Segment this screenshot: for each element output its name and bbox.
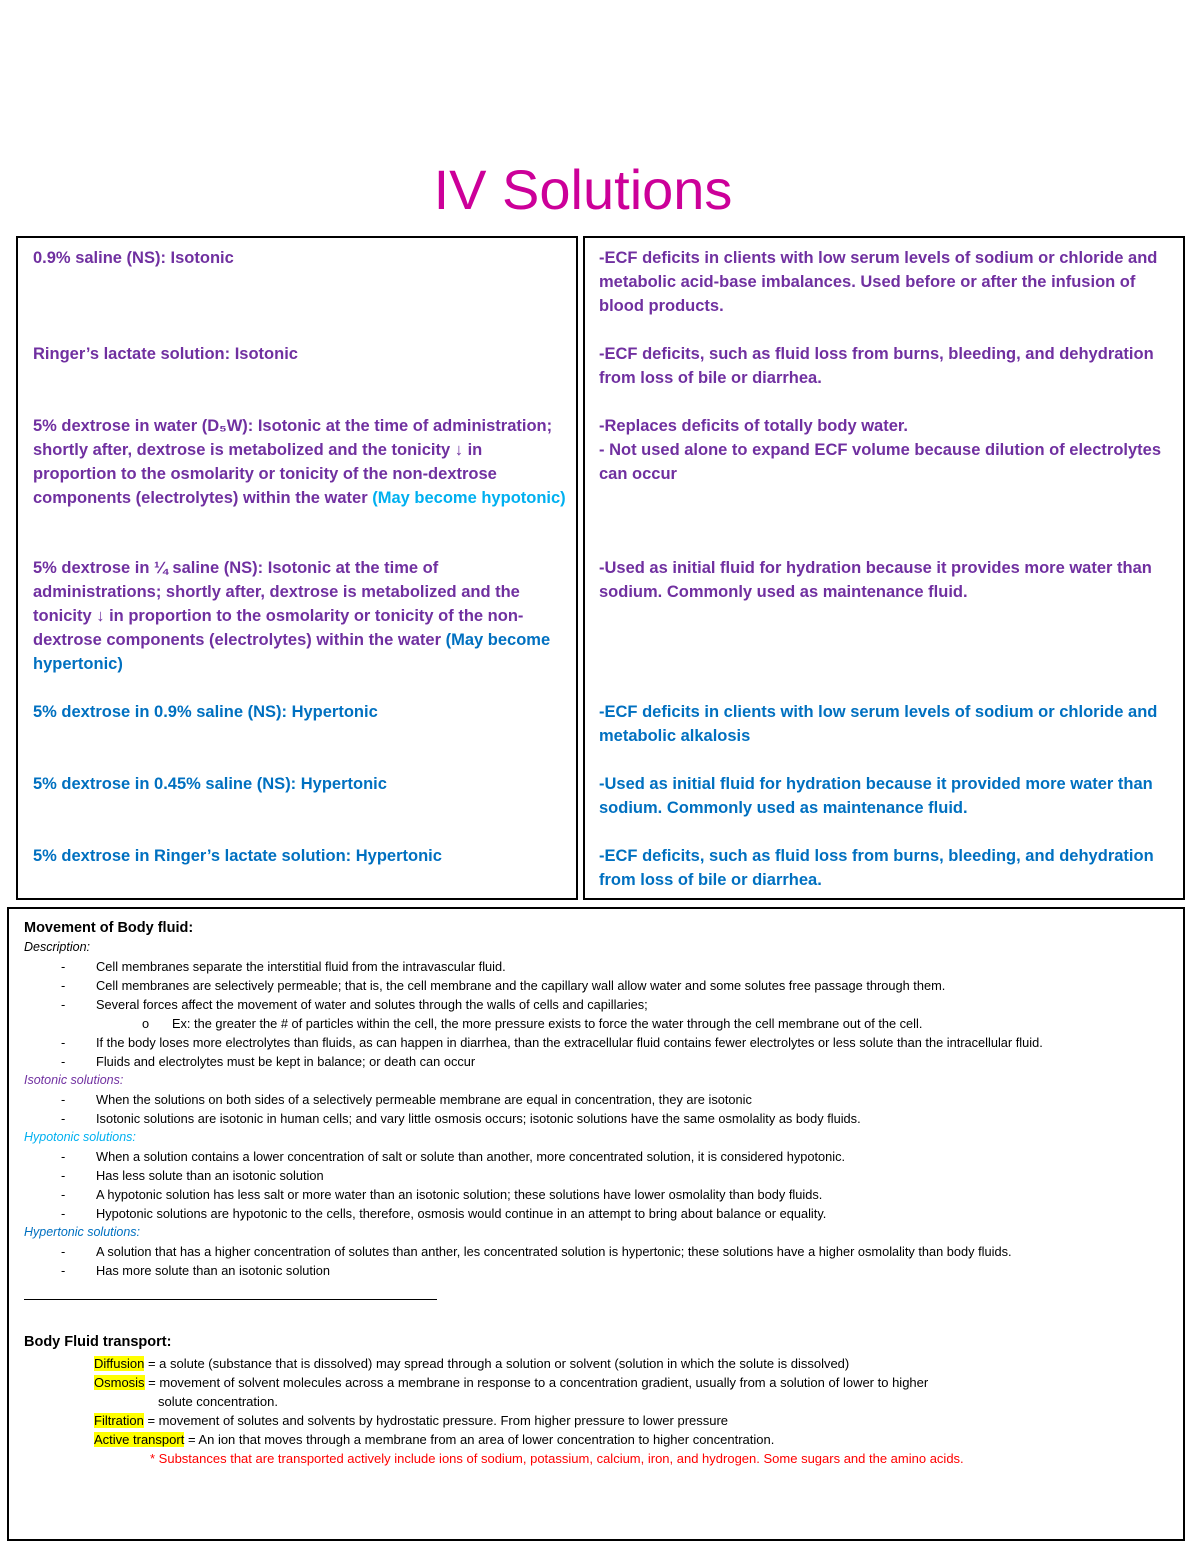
list-item: Diffusion = a solute (substance that is dissolved) may spread through a solution or solvent (solution in which the solute is dissolved) (94, 1356, 850, 1371)
list-item: - Cell membranes separate the interstitial fluid from the intravascular fluid. (61, 959, 506, 974)
isotonic-list (24, 1090, 1174, 1128)
solution-name: 5% dextrose in Ringer’s lactate solution: Hypertonic (33, 847, 442, 865)
solution-use: -ECF deficits in clients with low serum levels of sodium or chloride and metabolic alkalosis (599, 703, 1158, 745)
list-item: - Isotonic solutions are isotonic in human cells; and vary little osmosis occurs; isotonic solutions have the same osmolality as body fluids. (61, 1111, 861, 1126)
term-highlight: Filtration (94, 1413, 144, 1428)
list-item: - Cell membranes are selectively permeable; that is, the cell membrane and the capillary wall allow water and some solutes free passage through them. (61, 978, 946, 993)
list-item: Filtration = movement of solutes and solvents by hydrostatic pressure. From higher pressure to lower pressure (94, 1413, 729, 1428)
solution-use: -ECF deficits, such as fluid loss from burns, bleeding, and dehydration from loss of bile or diarrhea. (599, 345, 1154, 387)
solution-use: -ECF deficits, such as fluid loss from burns, bleeding, and dehydration from loss of bile or diarrhea. (599, 847, 1154, 889)
movement-section (24, 919, 1174, 1280)
hypotonic-list (24, 1147, 1174, 1223)
solution-name: 5% dextrose in 0.9% saline (NS): Hypertonic (33, 703, 378, 721)
hypertonic-label: Hypertonic solutions: (24, 1225, 141, 1239)
solution-name: 5% dextrose in 0.45% saline (NS): Hypertonic (33, 775, 387, 793)
transport-list (94, 1354, 1154, 1468)
hypertonic-list (24, 1242, 1174, 1280)
solution-name: 5% dextrose in ¼ saline (NS): Isotonic at the time of administrations; shortly after, dextrose is metabolized and the tonicity ↓ in proportion to the osmolarity or tonicity of the non-dextrose components (electrolytes) within the water (May become hypertonic) (33, 559, 551, 673)
solution-use: -Used as initial fluid for hydration because it provided more water than sodium. Commonly used as maintenance fluid. (599, 775, 1153, 817)
term-highlight: Diffusion (94, 1356, 145, 1371)
hypotonic-label: Hypotonic solutions: (24, 1130, 136, 1144)
solutions-use-box (583, 236, 1185, 900)
solution-name: 5% dextrose in water (D₅W): Isotonic at the time of administration; shortly after, dextrose is metabolized and the tonicity ↓ in proportion to the osmolarity or tonicity of the non-dextrose components (electrolytes) within the water (May become hypotonic) (33, 417, 566, 507)
list-item: - If the body loses more electrolytes than fluids, as can happen in diarrhea, than the extracellular fluid contains fewer electrolytes or less solute than the intracellular fluid. (61, 1035, 1043, 1050)
page-title: IV Solutions (433, 158, 733, 221)
list-item: solute concentration. (158, 1394, 278, 1409)
list-item: - Several forces affect the movement of water and solutes through the walls of cells and capillaries; (61, 997, 648, 1012)
solution-note: (May become hypotonic) (372, 489, 566, 507)
notes-box (7, 907, 1185, 1541)
solution-use: -ECF deficits in clients with low serum levels of sodium or chloride and metabolic acid-base imbalances. Used before or after the infusion of blood products. (599, 249, 1158, 315)
list-item: - Fluids and electrolytes must be kept in balance; or death can occur (61, 1054, 476, 1069)
term-highlight: Active transport (94, 1432, 185, 1447)
transport-note: * Substances that are transported actively include ions of sodium, potassium, calcium, iron, and hydrogen. Some sugars and the amino acids. (150, 1451, 964, 1466)
solution-note: (May become hypertonic) (33, 631, 551, 673)
description-label: Description: (24, 940, 90, 954)
list-item: - When a solution contains a lower concentration of salt or solute than another, more concentrated solution, it is considered hypotonic. (61, 1149, 846, 1164)
description-list (24, 957, 1174, 1071)
list-item: - Has less solute than an isotonic solution (61, 1168, 324, 1183)
isotonic-label: Isotonic solutions: (24, 1073, 124, 1087)
list-item: Active transport = An ion that moves through a membrane from an area of lower concentration to higher concentration. (94, 1432, 775, 1447)
solutions-name-box (16, 236, 578, 900)
list-item: - When the solutions on both sides of a selectively permeable membrane are equal in concentration, they are isotonic (61, 1092, 752, 1107)
solution-use: -Used as initial fluid for hydration because it provides more water than sodium. Commonly used as maintenance fluid. (599, 559, 1152, 601)
list-item: Osmosis = movement of solvent molecules across a membrane in response to a concentration gradient, usually from a solution of lower to higher (94, 1375, 929, 1390)
solution-use: -Replaces deficits of totally body water. - Not used alone to expand ECF volume because dilution of electrolytes can occur (599, 417, 1162, 483)
list-item: - Hypotonic solutions are hypotonic to the cells, therefore, osmosis would continue in an attempt to bring about balance or equality. (61, 1206, 827, 1221)
list-item: - Has more solute than an isotonic solution (61, 1263, 331, 1278)
term-highlight: Osmosis (94, 1375, 145, 1390)
list-item: - A solution that has a higher concentration of solutes than anther, les concentrated solution is hypertonic; these solutions have a higher osmolality than body fluids. (61, 1244, 1012, 1259)
solution-name: Ringer’s lactate solution: Isotonic (33, 345, 298, 363)
list-item: o Ex: the greater the # of particles within the cell, the more pressure exists to force the water through the cell membrane out of the cell. (142, 1016, 923, 1031)
movement-heading: Movement of Body fluid: (24, 920, 194, 936)
divider (24, 1299, 437, 1300)
transport-heading: Body Fluid transport: (24, 1334, 172, 1350)
list-item: - A hypotonic solution has less salt or more water than an isotonic solution; these solutions have lower osmolality than body fluids. (61, 1187, 823, 1202)
solution-name: 0.9% saline (NS): Isotonic (33, 249, 234, 267)
